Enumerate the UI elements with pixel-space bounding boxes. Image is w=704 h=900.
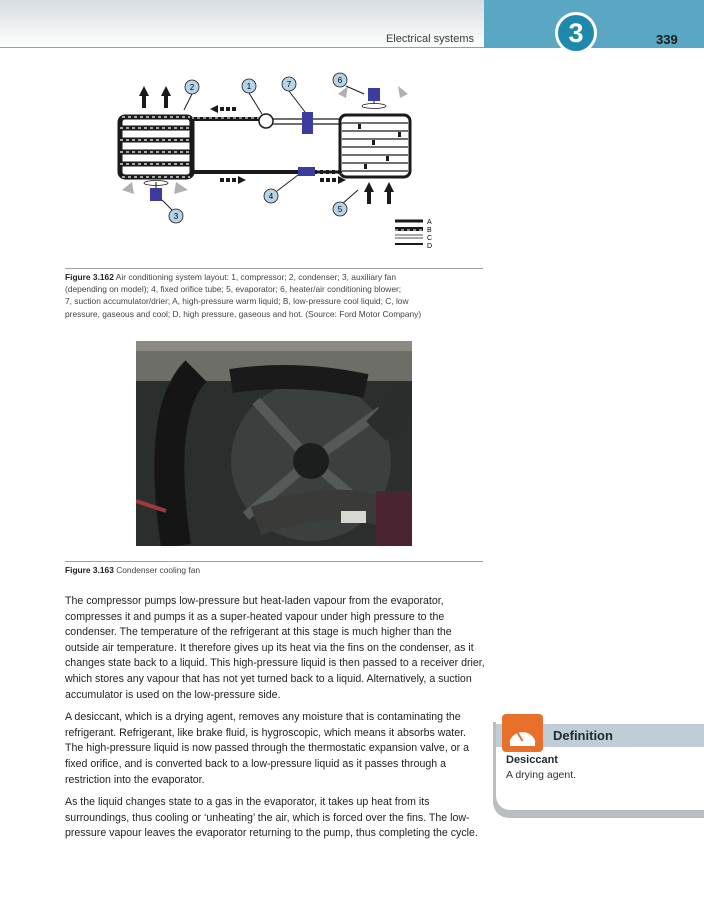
svg-text:6: 6: [337, 76, 343, 85]
compressor: [259, 114, 273, 128]
callout-7: [282, 77, 296, 91]
figure-163-caption-text: Condenser cooling fan: [116, 565, 201, 575]
body-text: [65, 594, 485, 849]
paragraph: A desiccant, which is a drying agent, removes any moisture that is contaminating the refrigerant. Refrigerant, like brake fluid, is hygroscopic, which means it absorbs water. The high-pressure liquid is now passed through the thermostatic expansion valve, or a fixed orifice, and is converted back to a low-pressure liquid as it passes through a restriction into the evaporator.: [65, 711, 469, 786]
definition-term: Desiccant: [506, 754, 558, 766]
suction-accumulator: [302, 112, 313, 134]
blower: [362, 88, 386, 109]
evaporator-coil: [340, 115, 410, 177]
condenser-coil: [120, 117, 192, 177]
header-rule: [0, 47, 484, 48]
figure-162-caption-line: pressure, gaseous and cool; D, high pressure, gaseous and hot. (Source: Ford Motor Company): [65, 308, 422, 319]
svg-text:3: 3: [173, 212, 179, 221]
section-title: Electrical systems: [385, 33, 474, 45]
ac-system-diagram: [110, 72, 450, 252]
definition-panel: [496, 716, 704, 810]
fixed-orifice-tube: [298, 167, 315, 176]
page-number: 339: [656, 32, 678, 47]
svg-text:2: 2: [189, 83, 195, 92]
svg-text:5: 5: [337, 205, 343, 214]
figure-162-label: Figure 3.162: [65, 272, 114, 282]
callout-3: [169, 209, 183, 223]
figure-162-caption-line: 7, suction accumulator/drier; A, high-pressure warm liquid; B, low-pressure cool liquid; C, low: [65, 296, 409, 307]
callout-4: [264, 189, 278, 203]
callout-2: [185, 80, 199, 94]
definition-text: A drying agent.: [506, 769, 577, 781]
svg-text:1: 1: [246, 82, 252, 91]
legend-c: C: [427, 235, 433, 242]
figure-162-caption-line: (depending on model); 4, fixed orifice tube; 5, evaporator; 6, heater/air conditioning blower;: [65, 284, 402, 295]
line-legend: [395, 219, 432, 250]
legend-a: A: [427, 219, 432, 226]
svg-text:4: 4: [268, 192, 274, 201]
paragraph: As the liquid changes state to a gas in the evaporator, it takes up heat from its surroundings, thus cooling or ‘unheating’ the air, which is forced over the fins. The low-pressure vapour leaves the evaporator returning to the pump, thus completing the cycle.: [65, 796, 478, 840]
paragraph: The compressor pumps low-pressure but heat-laden vapour from the evaporator, compresses it and pumps it as a super-heated vapour under high pressure to the condenser. The temperature of the refrigerant at this stage is much higher than the outside air temperature. It therefore gives up its heat via the fins on the condenser, as it changes state back to a liquid. This high-pressure liquid is then passed to a receiver drier, which stores any vapour that has not yet turned back to a liquid. Alternatively, a suction accumulator is used on the low-pressure side.: [65, 595, 485, 701]
caption-rule-162: [65, 268, 483, 269]
caption-rule-163: [65, 561, 483, 562]
callout-5: [333, 202, 347, 216]
callout-6: [333, 73, 347, 87]
condenser-fan-photo: [136, 341, 412, 546]
definition-title: Definition: [553, 728, 613, 743]
svg-text:7: 7: [286, 80, 292, 89]
figure-162-caption-line: Air conditioning system layout: 1, compressor; 2, condenser; 3, auxiliary fan: [115, 272, 396, 282]
chapter-number-badge: 3: [555, 12, 597, 54]
figure-163-label: Figure 3.163: [65, 565, 114, 575]
gauge-icon: [502, 714, 543, 752]
definition-box: [493, 716, 704, 818]
legend-d: D: [427, 243, 433, 250]
figure-163-caption: [65, 564, 485, 576]
figure-162-caption: [65, 271, 485, 320]
legend-b: B: [427, 227, 432, 234]
callout-1: [242, 79, 256, 93]
auxiliary-fan: [144, 181, 168, 202]
